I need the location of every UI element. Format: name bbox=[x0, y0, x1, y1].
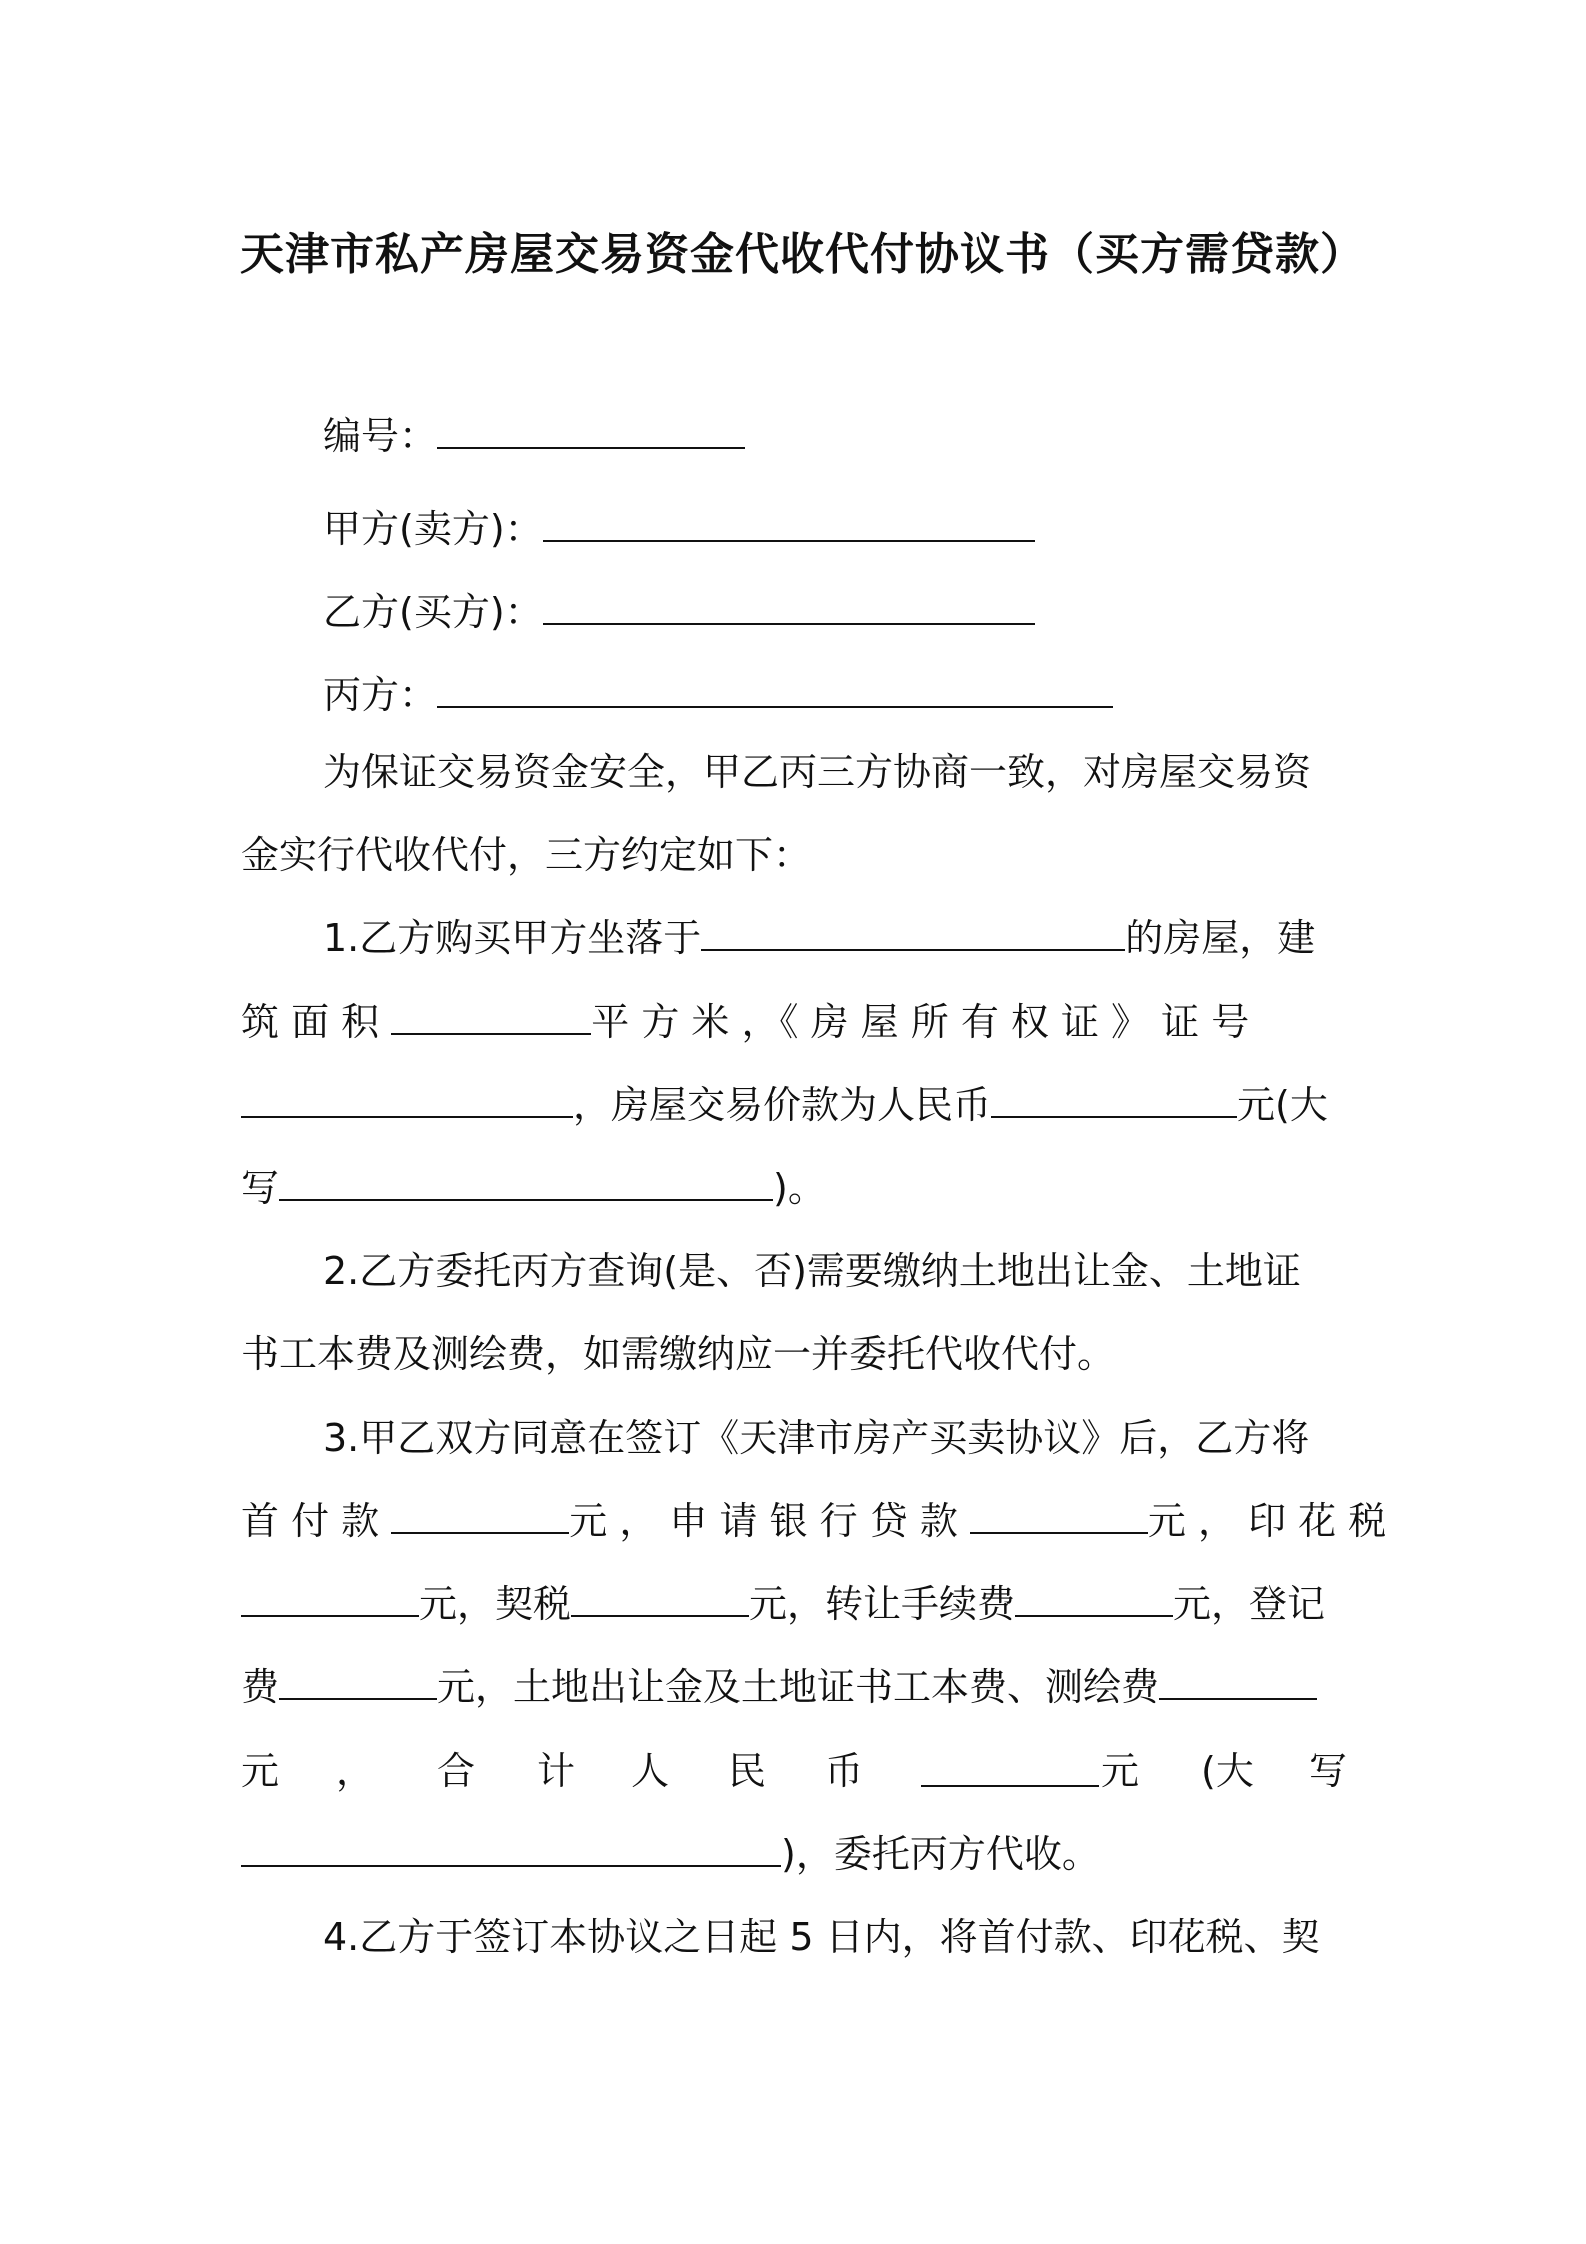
number-label: 编号： bbox=[323, 414, 438, 458]
registration-fee-blank[interactable] bbox=[279, 1664, 437, 1700]
intro-line-1: 为保证交易资金安全，甲乙丙三方协商一致，对房屋交易资 bbox=[323, 750, 1312, 794]
stamp-duty-blank[interactable] bbox=[241, 1581, 419, 1617]
clause3-line-6 bbox=[241, 1828, 1351, 1880]
clause3-text: 元 ， 申 请 银 行 贷 款 bbox=[569, 1499, 958, 1543]
clause2-line-1: 2.乙方委托丙方查询(是、否)需要缴纳土地出让金、土地证 bbox=[323, 1249, 1301, 1293]
total-amount-blank[interactable] bbox=[921, 1751, 1099, 1787]
clause1-line-4 bbox=[241, 1162, 1351, 1214]
loan-amount-blank[interactable] bbox=[970, 1498, 1148, 1534]
clause3-text: 元，转让手续费 bbox=[749, 1582, 1016, 1626]
clause3-text: 计 bbox=[537, 1749, 576, 1793]
land-fee-blank[interactable] bbox=[1159, 1664, 1317, 1700]
intro-line-2: 金实行代收代付，三方约定如下： bbox=[241, 833, 812, 877]
clause3-line-2 bbox=[241, 1495, 1387, 1547]
clause3-text: 元 bbox=[1101, 1749, 1140, 1793]
party-a-label: 甲方(卖方)： bbox=[323, 507, 543, 551]
certificate-number-blank[interactable] bbox=[241, 1082, 573, 1118]
clause3-text: 费 bbox=[241, 1665, 280, 1709]
area-blank[interactable] bbox=[391, 999, 591, 1035]
number-blank[interactable] bbox=[437, 413, 745, 449]
clause3-text: (大 bbox=[1201, 1749, 1254, 1793]
clause3-text: 元 ， 印 花 税 bbox=[1147, 1499, 1387, 1543]
clause1-text: 写 bbox=[241, 1166, 280, 1210]
clause3-line-4 bbox=[241, 1661, 1351, 1713]
party-c-field bbox=[323, 669, 1351, 721]
clause1-line-3 bbox=[241, 1079, 1351, 1131]
clause1-text: )。 bbox=[773, 1166, 826, 1210]
party-c-label: 丙方： bbox=[323, 673, 438, 717]
party-b-label: 乙方(买方)： bbox=[323, 590, 543, 634]
clause1-text: 平 方 米 ，《 房 屋 所 有 权 证 》 证 号 bbox=[591, 1000, 1250, 1044]
clause3-text: 首 付 款 bbox=[241, 1499, 380, 1543]
clause3-text: 民 bbox=[728, 1749, 767, 1793]
clause3-text: ， bbox=[336, 1749, 375, 1793]
clause3-text: 元，契税 bbox=[419, 1582, 572, 1626]
deed-tax-blank[interactable] bbox=[571, 1581, 749, 1617]
clause1-text: 1.乙方购买甲方坐落于 bbox=[323, 916, 702, 960]
price-blank[interactable] bbox=[991, 1082, 1237, 1118]
party-b-blank[interactable] bbox=[543, 589, 1035, 625]
clause1-text: ，房屋交易价款为人民币 bbox=[573, 1083, 992, 1127]
clause3-text: 币 bbox=[825, 1749, 864, 1793]
price-uppercase-blank[interactable] bbox=[279, 1165, 773, 1201]
down-payment-blank[interactable] bbox=[391, 1498, 569, 1534]
clause2-line-2: 书工本费及测绘费，如需缴纳应一并委托代收代付。 bbox=[241, 1332, 1116, 1376]
party-a-field bbox=[323, 503, 1351, 555]
party-b-field bbox=[323, 586, 1351, 638]
clause1-line-1 bbox=[323, 912, 1351, 964]
clause1-text: 筑 面 积 bbox=[241, 1000, 380, 1044]
clause1-text: 的房屋，建 bbox=[1125, 916, 1316, 960]
location-blank[interactable] bbox=[701, 915, 1125, 951]
clause1-text: 元(大 bbox=[1237, 1083, 1328, 1127]
clause3-text: 写 bbox=[1309, 1749, 1348, 1793]
clause3-text: 元，土地出让金及土地证书工本费、测绘费 bbox=[437, 1665, 1160, 1709]
clause1-line-2 bbox=[241, 996, 1351, 1048]
number-field bbox=[323, 410, 1351, 462]
transfer-fee-blank[interactable] bbox=[1015, 1581, 1173, 1617]
party-c-blank[interactable] bbox=[437, 672, 1113, 708]
document-title: 天津市私产房屋交易资金代收代付协议书（买方需贷款） bbox=[240, 229, 1365, 280]
clause3-text: 人 bbox=[631, 1749, 670, 1793]
clause3-text: 元，登记 bbox=[1173, 1582, 1326, 1626]
clause3-text: 元 bbox=[241, 1749, 280, 1793]
clause3-line-3 bbox=[241, 1578, 1351, 1630]
clause3-text: 合 bbox=[437, 1749, 476, 1793]
party-a-blank[interactable] bbox=[543, 506, 1035, 542]
clause4-line-1: 4.乙方于签订本协议之日起 5 日内，将首付款、印花税、契 bbox=[323, 1915, 1320, 1959]
clause3-text: )，委托丙方代收。 bbox=[781, 1832, 1100, 1876]
total-uppercase-blank[interactable] bbox=[241, 1831, 781, 1867]
clause3-line-1: 3.甲乙双方同意在签订《天津市房产买卖协议》后，乙方将 bbox=[323, 1416, 1310, 1460]
